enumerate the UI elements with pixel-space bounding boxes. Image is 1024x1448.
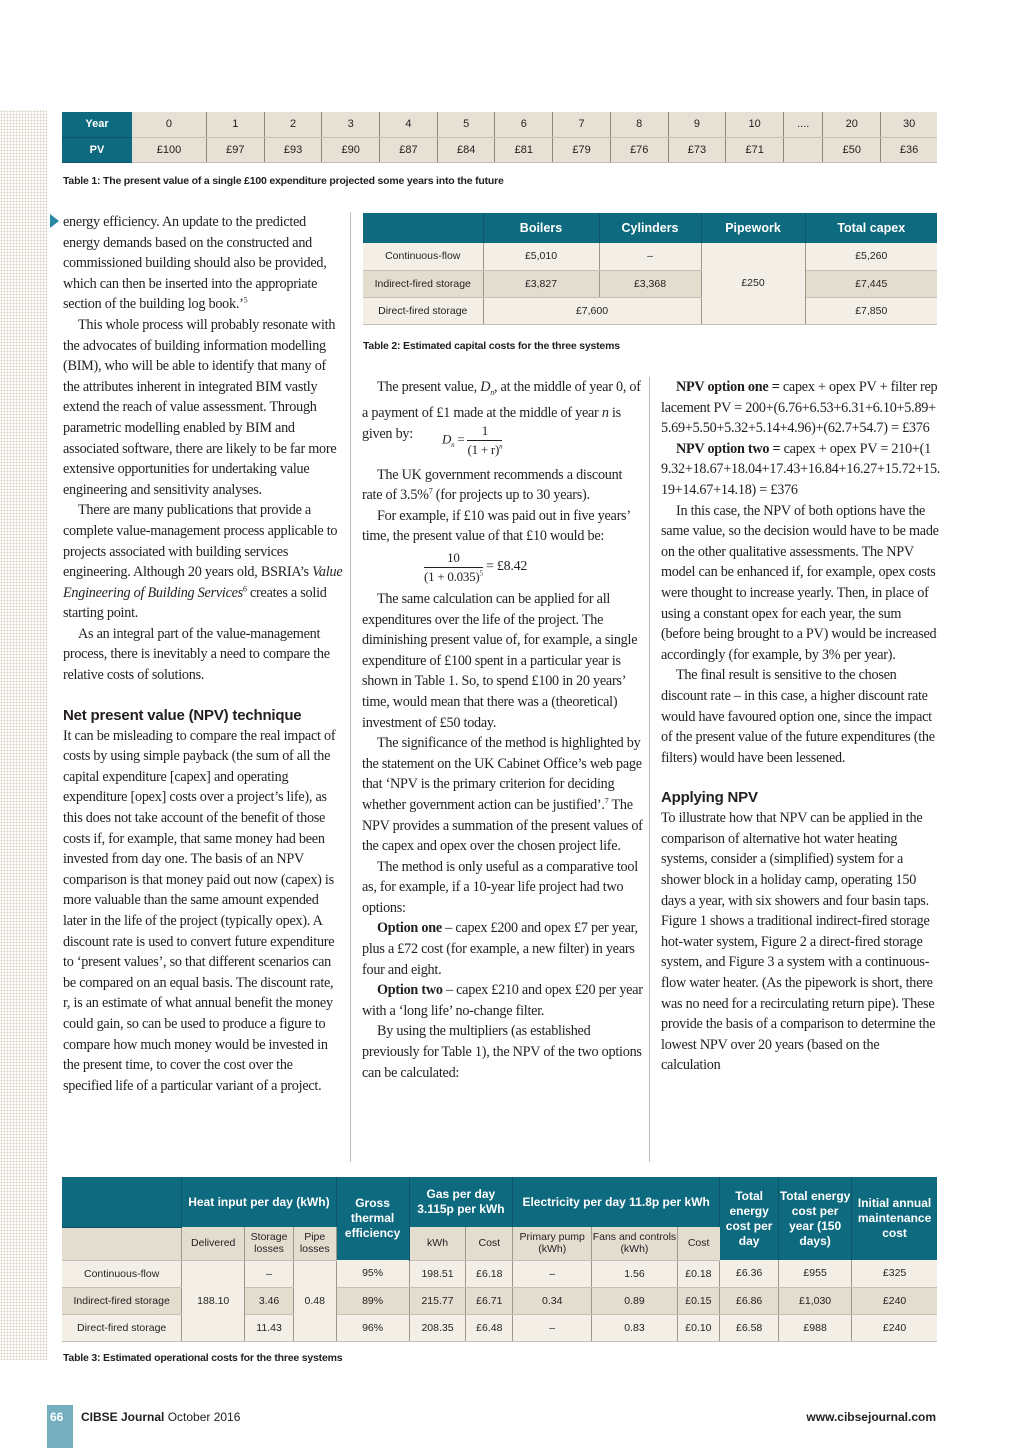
cylinders-cost: – bbox=[599, 243, 701, 270]
formula-lhs: D bbox=[442, 431, 452, 447]
total-year: £1,030 bbox=[779, 1287, 852, 1314]
text: capex + opex PV = 210+(19.32+18.67+18.04+17.43+16.84+16.27+15.72+15.19+14.67+14.18) = £376 bbox=[661, 440, 941, 498]
text: The UK government recommends a discount rate of 3.5% bbox=[362, 466, 623, 504]
paragraph bbox=[63, 212, 343, 315]
year-cell-ellipsis: .... bbox=[784, 112, 823, 137]
storage-losses: 11.43 bbox=[245, 1314, 294, 1341]
journal-name: CIBSE Journal bbox=[81, 1410, 165, 1424]
denominator bbox=[467, 441, 502, 458]
journal-url-link[interactable]: www.cibsejournal.com bbox=[806, 1410, 936, 1424]
elec-cost: £0.15 bbox=[677, 1287, 720, 1314]
paragraph bbox=[63, 500, 343, 624]
header-gas: Gas per day 3.115p per kWh bbox=[409, 1177, 513, 1227]
table-1-caption: Table 1: The present value of a single £100 expenditure projected some years into the future bbox=[63, 175, 504, 187]
header-heat-input: Heat input per day (kWh) bbox=[182, 1177, 336, 1227]
system-name: Continuous-flow bbox=[62, 1260, 182, 1287]
gas-kwh: 198.51 bbox=[409, 1260, 466, 1287]
header-empty bbox=[62, 1177, 182, 1227]
pv-cell: £84 bbox=[437, 137, 495, 162]
pv-cell: £87 bbox=[380, 137, 438, 162]
row-label-pv: PV bbox=[62, 137, 132, 162]
formula-equals: = bbox=[454, 431, 468, 447]
gas-cost: £6.18 bbox=[466, 1260, 513, 1287]
primary-pump: – bbox=[513, 1260, 592, 1287]
article-column-1 bbox=[63, 212, 343, 1096]
pv-cell: £73 bbox=[668, 137, 726, 162]
table-row bbox=[363, 270, 937, 297]
numerator: 1 bbox=[467, 423, 502, 441]
subheader-primary-pump: Primary pump (kWh) bbox=[513, 1227, 592, 1260]
decorative-dot-margin bbox=[0, 110, 47, 1360]
header-electricity: Electricity per day 11.8p per kWh bbox=[513, 1177, 720, 1227]
efficiency: 95% bbox=[336, 1260, 409, 1287]
year-cell: 20 bbox=[823, 112, 881, 137]
year-cell: 9 bbox=[668, 112, 726, 137]
option-label: Option one bbox=[377, 920, 442, 937]
paragraph: The same calculation can be applied for all expenditures over the life of the project. The diminishing present value of, for example, a single expenditure of £100 spent in a particular year is shown in Table 1. So, to spend £100 in 20 years’ time, would mean that there was a (theoretical) investment of £50 today. bbox=[362, 590, 638, 731]
subheader-delivered: Delivered bbox=[182, 1227, 245, 1260]
text: – capex £200 and opex £7 per year, plus a £72 cost (for example, a new filter) in years four and eight. bbox=[362, 920, 638, 978]
header-gross-efficiency: Gross thermal efficiency bbox=[336, 1177, 409, 1260]
header-boilers: Boilers bbox=[483, 213, 599, 243]
table-row bbox=[363, 243, 937, 270]
header-maintenance: Initial annual maintenance cost bbox=[852, 1177, 937, 1260]
text: (for projects up to 30 years). bbox=[432, 487, 590, 504]
text: The present value, bbox=[377, 379, 481, 395]
fraction bbox=[467, 423, 502, 458]
table-3-operational-costs bbox=[62, 1177, 937, 1342]
paragraph: This whole process will probably resonate with the advocates of building information modelling (BIM), who will be able to identify that many of the attributes inherent in integrated BIM vastly extend the reach of value assessment. Through parametric modelling enabled by BIM and associated software, there are likely to be far more extensive opportunities for undertaking value engineering and sensitivity analyses. bbox=[63, 316, 337, 498]
exponent: n bbox=[499, 442, 503, 451]
storage-losses: – bbox=[245, 1260, 294, 1287]
cylinders-cost: £3,368 bbox=[599, 270, 701, 297]
text: The significance of the method is highlighted by the statement on the UK Cabinet Office’s web page that ‘NPV is the primary criterion for deciding whether government action can be justified’. bbox=[362, 735, 642, 813]
footnote-ref: 7 bbox=[428, 486, 433, 496]
total-day: £6.36 bbox=[720, 1260, 779, 1287]
pv-cell: £50 bbox=[823, 137, 881, 162]
total-day: £6.86 bbox=[720, 1287, 779, 1314]
subheader-fans-controls: Fans and controls (kWh) bbox=[592, 1227, 677, 1260]
year-cell: 10 bbox=[726, 112, 784, 137]
table-2-caption: Table 2: Estimated capital costs for the three systems bbox=[363, 340, 620, 352]
table-row-year bbox=[62, 112, 937, 137]
storage-losses: 3.46 bbox=[245, 1287, 294, 1314]
total-year: £955 bbox=[779, 1260, 852, 1287]
total-capex: £5,260 bbox=[805, 243, 937, 270]
paragraph bbox=[362, 980, 644, 1021]
variable: D bbox=[480, 379, 491, 395]
header-total-day: Total energy cost per day bbox=[720, 1177, 779, 1260]
primary-pump: 0.34 bbox=[513, 1287, 592, 1314]
book-title: Value Engineering of Building Services bbox=[63, 564, 343, 601]
text: is given by: bbox=[362, 405, 621, 443]
pv-cell: £100 bbox=[132, 137, 206, 162]
year-cell: 1 bbox=[206, 112, 264, 137]
subheader-storage-losses: Storage losses bbox=[245, 1227, 294, 1260]
numerator: 10 bbox=[424, 550, 483, 568]
year-cell: 4 bbox=[380, 112, 438, 137]
fans-controls: 1.56 bbox=[592, 1260, 677, 1287]
total-capex: £7,850 bbox=[805, 297, 937, 324]
pv-cell: £93 bbox=[264, 137, 322, 162]
maintenance: £325 bbox=[852, 1260, 937, 1287]
formula-body bbox=[442, 423, 502, 458]
header-total-year: Total energy cost per year (150 days) bbox=[779, 1177, 852, 1260]
year-cell: 8 bbox=[610, 112, 668, 137]
continuation-arrow-icon bbox=[50, 214, 59, 228]
maintenance: £240 bbox=[852, 1287, 937, 1314]
elec-cost: £0.10 bbox=[677, 1314, 720, 1341]
elec-cost: £0.18 bbox=[677, 1260, 720, 1287]
gas-cost: £6.48 bbox=[466, 1314, 513, 1341]
footnote-ref: 6 bbox=[242, 583, 247, 593]
paragraph: By using the multipliers (as established previously for Table 1), the NPV of the two options can be calculated: bbox=[362, 1023, 642, 1081]
year-cell: 0 bbox=[132, 112, 206, 137]
text: , at the middle of year 0, of a payment of £1 made at the middle of year bbox=[362, 379, 641, 422]
paragraph: The final result is sensitive to the chosen discount rate – in this case, a higher discount rate would have favoured option one, since the impact of the present value of the future expenditures (the filters) would have been lessened. bbox=[661, 667, 935, 766]
text: creates a solid starting point. bbox=[63, 584, 327, 622]
paragraph: As an integral part of the value-management process, there is inevitably a need to compare the relative costs of solutions. bbox=[63, 625, 330, 684]
section-heading-npv-technique: Net present value (NPV) technique bbox=[63, 706, 302, 724]
fraction bbox=[424, 550, 483, 585]
efficiency: 89% bbox=[336, 1287, 409, 1314]
paragraph bbox=[362, 465, 644, 506]
formula-example bbox=[362, 547, 644, 589]
subheader-pipe-losses: Pipe losses bbox=[293, 1227, 336, 1260]
header-pipework: Pipework bbox=[701, 213, 805, 243]
option-label: Option two bbox=[377, 982, 443, 999]
paragraph: For example, if £10 was paid out in five years’ time, the present value of that £10 would be: bbox=[362, 507, 630, 545]
table-2-capital-costs bbox=[363, 213, 937, 325]
fans-controls: 0.83 bbox=[592, 1314, 677, 1341]
text: capex + opex PV + filter replacement PV = 200+(6.76+6.53+6.31+6.10+5.89+5.69+5.50+5.32+5.14+4.96)+(62.7+54.7) = £376 bbox=[661, 379, 938, 437]
pv-cell-empty bbox=[784, 137, 823, 162]
year-cell: 30 bbox=[881, 112, 937, 137]
total-capex: £7,445 bbox=[805, 270, 937, 297]
system-name: Direct-fired storage bbox=[62, 1314, 182, 1341]
denominator-base: (1 + 0.035) bbox=[424, 568, 480, 584]
boilers-cost: £3,827 bbox=[483, 270, 599, 297]
paragraph: In this case, the NPV of both options have the same value, so the decision would have to be made on the other qualitative assessments. The NPV model can be enhanced if, for example, opex costs were thought to increase yearly. Then, in place of using a constant opex for each year, the sum (before being brought to a PV) would be increased accordingly (for example, by 3% per year). bbox=[661, 502, 939, 663]
boilers-cylinders-cost: £7,600 bbox=[483, 297, 701, 324]
table-header-row bbox=[363, 213, 937, 243]
npv-label: NPV option two = bbox=[676, 440, 781, 457]
subscript: n bbox=[490, 387, 494, 397]
paragraph: It can be misleading to compare the real impact of costs by using simple payback (the sum of all the capital expenditure [capex] and operating expenditure [opex] costs over a project’s life), as this does not take account of the benefit of those costs if, for example, that same money had been invested from day one. The basis of an NPV comparison is that money paid out now (capex) is more valuable than the same amount expended later in the life of the project (typically opex). A discount rate is used to convert future expenditure to ‘present values’, so that different scenarios can be compared on an equal basis. The discount rate, r, is an estimate of what annual benefit the money could gain, so can be used to produce a figure to compare how much money would be invested in the present time, to cover the cost over the specified life of a particular variant of a project. bbox=[63, 727, 336, 1094]
section-heading-applying-npv: Applying NPV bbox=[661, 789, 758, 807]
formula-result: = £8.42 bbox=[482, 559, 528, 575]
boilers-cost: £5,010 bbox=[483, 243, 599, 270]
table-3-caption: Table 3: Estimated operational costs for the three systems bbox=[63, 1352, 343, 1364]
total-year: £988 bbox=[779, 1314, 852, 1341]
footnote-ref: 7 bbox=[604, 796, 609, 806]
header-cylinders: Cylinders bbox=[599, 213, 701, 243]
subheader-gas-kwh: kWh bbox=[409, 1227, 466, 1260]
year-cell: 7 bbox=[553, 112, 611, 137]
paragraph bbox=[362, 377, 644, 445]
paragraph: To illustrate how that NPV can be applied in the comparison of alternative hot water heating systems, consider a (simplified) system for a shower block in a holiday camp, operating 150 days a year, with six showers and four basin taps. Figure 1 shows a traditional indirect-fired storage hot-water system, Figure 2 a direct-fired storage system, and Figure 3 a system with a continuous-flow water heater. (As the pipework is short, there was no need for a recirculating return pipe). These provide the basis of a comparison to determine the lowest NPV over 20 years (based on the calculation bbox=[661, 810, 936, 1074]
text: – capex £210 and opex £20 per year with a ‘long life’ no-change filter. bbox=[362, 982, 643, 1019]
table-header-row bbox=[62, 1177, 937, 1227]
journal-issue bbox=[81, 1410, 240, 1424]
pv-cell: £36 bbox=[881, 137, 937, 162]
header-total-capex: Total capex bbox=[805, 213, 937, 243]
pv-cell: £81 bbox=[495, 137, 553, 162]
table-row-pv bbox=[62, 137, 937, 162]
row-label-year: Year bbox=[62, 112, 132, 137]
subheader-elec-cost: Cost bbox=[677, 1227, 720, 1260]
year-cell: 2 bbox=[264, 112, 322, 137]
spacer bbox=[362, 445, 644, 465]
variable: n bbox=[601, 405, 609, 422]
pipe-losses-value: 0.48 bbox=[293, 1260, 336, 1341]
system-name: Indirect-fired storage bbox=[363, 270, 483, 297]
primary-pump: – bbox=[513, 1314, 592, 1341]
subheader-empty bbox=[62, 1227, 182, 1260]
maintenance: £240 bbox=[852, 1314, 937, 1341]
delivered-value: 188.10 bbox=[182, 1260, 245, 1341]
paragraph bbox=[661, 439, 941, 501]
gas-cost: £6.71 bbox=[466, 1287, 513, 1314]
gas-kwh: 215.77 bbox=[409, 1287, 466, 1314]
text: energy efficiency. An update to the predicted energy demands based on the constructed and commissioned building should also be provided, which can then be inserted into the appropriate section of the building log book.’ bbox=[63, 214, 327, 313]
gas-kwh: 208.35 bbox=[409, 1314, 466, 1341]
fans-controls: 0.89 bbox=[592, 1287, 677, 1314]
footnote-ref: 5 bbox=[243, 295, 248, 305]
text: The NPV provides a summation of the present values of the capex and opex over the chosen project life. bbox=[362, 796, 643, 855]
year-cell: 5 bbox=[437, 112, 495, 137]
denominator-base: (1 + r) bbox=[467, 441, 500, 457]
table-1-present-value bbox=[62, 112, 937, 163]
page-number: 66 bbox=[50, 1410, 64, 1424]
article-column-3 bbox=[661, 377, 941, 1076]
paragraph bbox=[362, 918, 644, 980]
exponent: 5 bbox=[479, 569, 483, 578]
system-name: Indirect-fired storage bbox=[62, 1287, 182, 1314]
pv-cell: £76 bbox=[610, 137, 668, 162]
efficiency: 96% bbox=[336, 1314, 409, 1341]
pipework-cost: £250 bbox=[701, 243, 805, 324]
text: There are many publications that provide a complete value-management process applicable to projects associated with building services engineering. Although 20 years old, BSRIA’s bbox=[63, 502, 338, 581]
pv-cell: £90 bbox=[322, 137, 380, 162]
table-row bbox=[62, 1260, 937, 1287]
header-empty bbox=[363, 213, 483, 243]
article-column-2 bbox=[362, 377, 644, 1083]
column-divider bbox=[350, 212, 351, 1162]
npv-label: NPV option one = bbox=[676, 379, 780, 395]
paragraph bbox=[661, 377, 941, 439]
pv-cell: £97 bbox=[206, 137, 264, 162]
system-name: Direct-fired storage bbox=[363, 297, 483, 324]
system-name: Continuous-flow bbox=[363, 243, 483, 270]
year-cell: 6 bbox=[495, 112, 553, 137]
paragraph: The method is only useful as a comparative tool as, for example, if a 10-year life project had two options: bbox=[362, 858, 638, 916]
denominator bbox=[424, 568, 483, 585]
subheader-gas-cost: Cost bbox=[466, 1227, 513, 1260]
issue-date: October 2016 bbox=[164, 1410, 241, 1424]
pv-cell: £79 bbox=[553, 137, 611, 162]
column-divider bbox=[649, 377, 650, 1162]
total-day: £6.58 bbox=[720, 1314, 779, 1341]
table-row bbox=[363, 297, 937, 324]
pv-cell: £71 bbox=[726, 137, 784, 162]
formula-subscript: n bbox=[451, 440, 455, 449]
year-cell: 3 bbox=[322, 112, 380, 137]
paragraph bbox=[362, 733, 644, 857]
